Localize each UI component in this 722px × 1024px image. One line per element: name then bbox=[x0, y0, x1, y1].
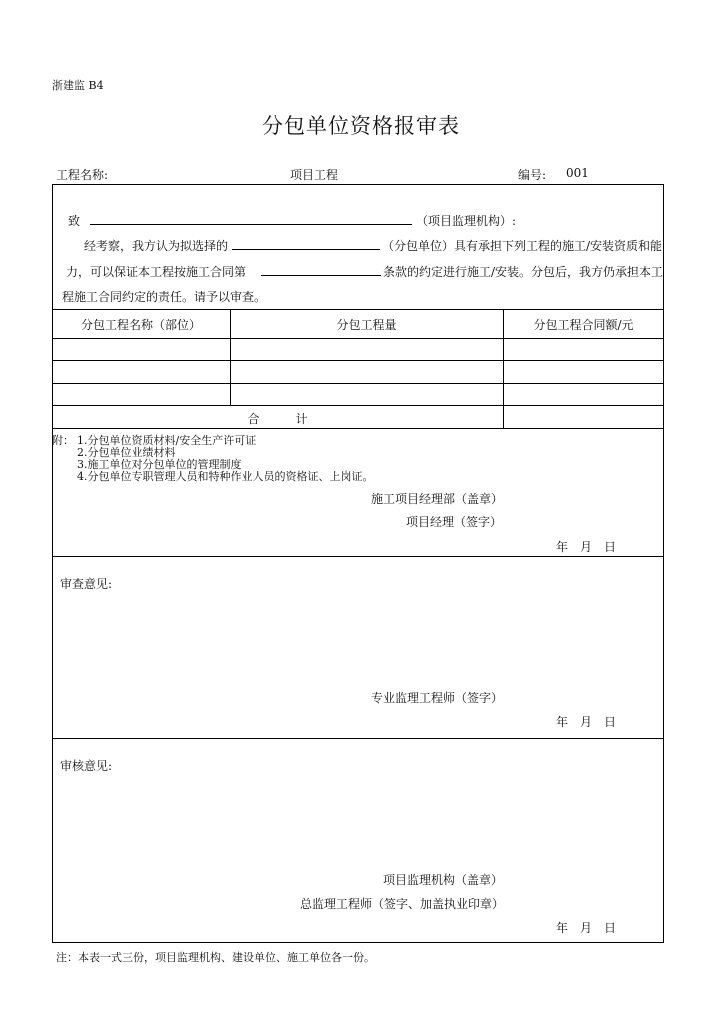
supervising-engineer-sign: 专业监理工程师（签字） bbox=[371, 691, 504, 705]
review-opinion-area[interactable] bbox=[60, 595, 656, 680]
contractor-dept-seal: 施工项目经理部（盖章） bbox=[371, 492, 504, 506]
letter-line2-suffix: 条款的约定进行施工/安装。分包后，我方仍承担本工 bbox=[383, 265, 664, 279]
letter-line2-prefix: 力，可以保证本工程按施工合同第 bbox=[66, 265, 247, 279]
page-title: 分包单位资格报审表 bbox=[262, 114, 460, 138]
letter-line1-suffix: （分包单位）具有承担下列工程的施工/安装资质和能 bbox=[382, 239, 663, 253]
form-code: 浙建监 B4 bbox=[52, 79, 104, 92]
review-label: 审查意见: bbox=[60, 577, 113, 591]
attachments-heading: 附： bbox=[52, 434, 74, 447]
letter-to-suffix: （项目监理机构）: bbox=[416, 214, 517, 228]
table-cell[interactable] bbox=[231, 339, 503, 360]
col-header-name: 分包工程名称（部位） bbox=[80, 318, 201, 332]
supervision-org-seal: 项目监理机构（盖章） bbox=[383, 873, 504, 887]
attachment-item: 3.施工单位对分包单位的管理制度 bbox=[77, 458, 242, 471]
contract-clause-blank[interactable] bbox=[261, 275, 381, 276]
table-cell[interactable] bbox=[504, 384, 664, 405]
serial-number-value[interactable]: 001 bbox=[566, 166, 589, 180]
subcontractor-blank[interactable] bbox=[232, 249, 380, 250]
attachment-item: 2.分包单位业绩材料 bbox=[77, 446, 176, 459]
col-header-quantity: 分包工程量 bbox=[336, 318, 397, 332]
col-header-amount: 分包工程合同额/元 bbox=[533, 318, 634, 332]
table-cell[interactable] bbox=[231, 384, 503, 405]
total-label: 合 计 bbox=[247, 412, 308, 426]
footnote: 注：本表一式三份，项目监理机构、建设单位、施工单位各一份。 bbox=[56, 951, 375, 964]
table-cell[interactable] bbox=[52, 361, 230, 383]
letter-to: 致 bbox=[68, 214, 81, 228]
attachment-item: 4.分包单位专职管理人员和特种作业人员的资格证、上岗证。 bbox=[77, 470, 374, 483]
project-manager-sign: 项目经理（签字） bbox=[406, 515, 503, 529]
letter-line3: 程施工合同约定的责任。请予以审查。 bbox=[62, 290, 267, 304]
audit-label: 审核意见: bbox=[60, 759, 113, 773]
section-divider bbox=[52, 556, 664, 557]
table-cell[interactable] bbox=[52, 339, 230, 360]
table-cell[interactable] bbox=[504, 339, 664, 360]
attachments-date: 年 月 日 bbox=[556, 540, 617, 554]
audit-date: 年 月 日 bbox=[556, 921, 617, 935]
supervision-org-blank[interactable] bbox=[90, 224, 412, 225]
total-amount-cell[interactable] bbox=[504, 406, 664, 428]
review-date: 年 月 日 bbox=[556, 715, 617, 729]
letter-line1-prefix: 经考察，我方认为拟选择的 bbox=[84, 239, 229, 253]
table-cell[interactable] bbox=[504, 361, 664, 383]
project-name-value[interactable]: 项目工程 bbox=[290, 168, 339, 182]
table-top-line bbox=[52, 309, 664, 310]
section-divider bbox=[52, 738, 664, 739]
project-name-label: 工程名称: bbox=[56, 168, 109, 182]
chief-engineer-sign: 总监理工程师（签字、加盖执业印章） bbox=[300, 897, 505, 911]
table-bottom-line bbox=[52, 428, 664, 429]
serial-number-label: 编号: bbox=[518, 168, 547, 182]
audit-opinion-area[interactable] bbox=[60, 777, 656, 867]
table-cell[interactable] bbox=[231, 361, 503, 383]
attachment-item: 1.分包单位资质材料/安全生产许可证 bbox=[77, 434, 257, 447]
table-cell[interactable] bbox=[52, 384, 230, 405]
